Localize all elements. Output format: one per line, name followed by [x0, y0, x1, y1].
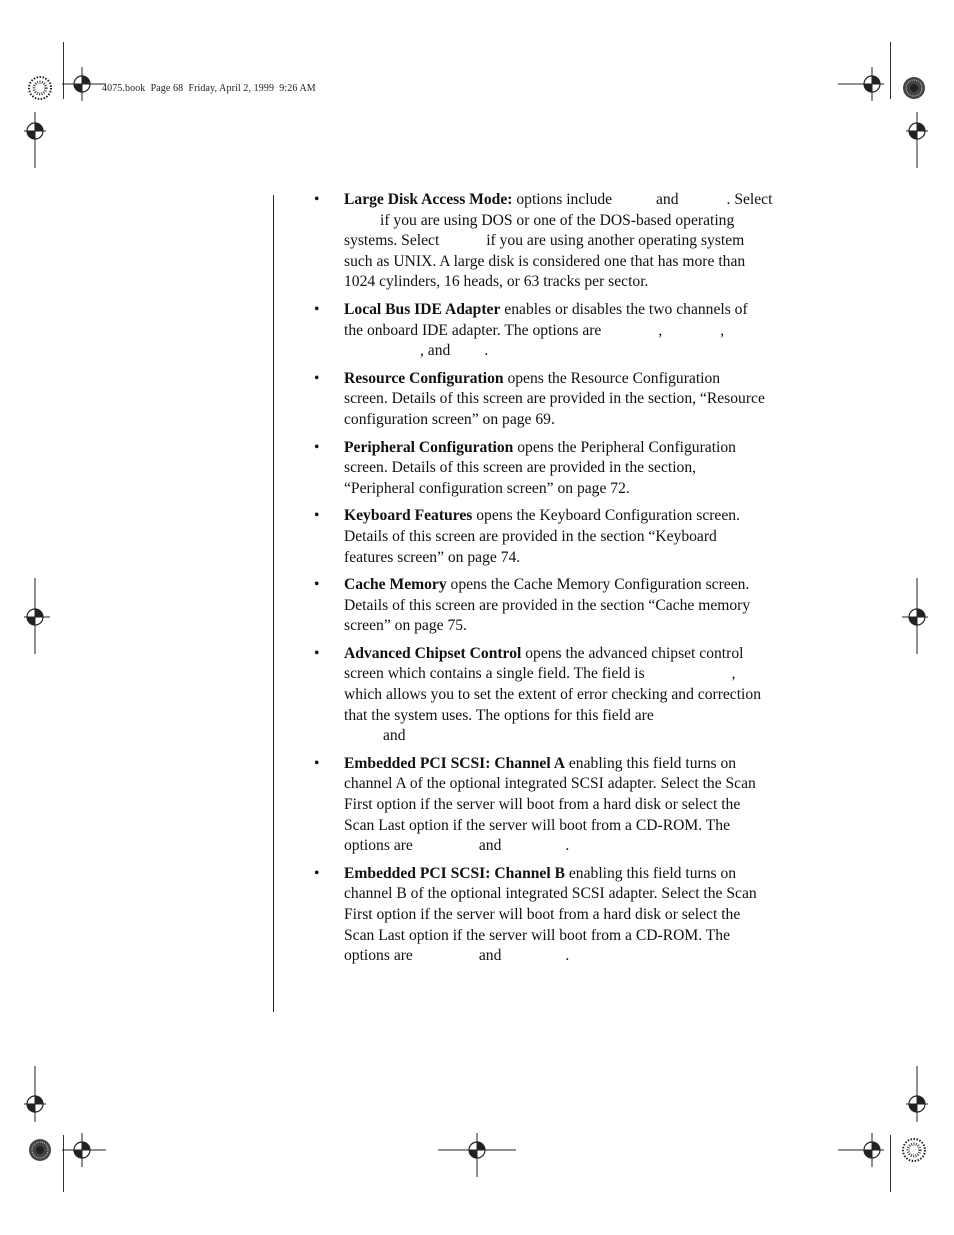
list-item	[311, 438, 781, 500]
item-text: configuration screen” on page 69.	[344, 410, 555, 428]
item-text: features screen” on page 74.	[344, 548, 521, 566]
registration-mark-icon	[838, 1131, 886, 1169]
item-text: and	[383, 727, 406, 745]
item-text: and	[656, 191, 679, 208]
registration-mark-icon	[904, 112, 930, 170]
item-term: Embedded PCI SCSI: Channel A	[344, 754, 565, 772]
starburst-mark-icon	[27, 75, 53, 101]
item-text: First option if the server will boot from a hard disk or select the	[344, 906, 741, 923]
item-text: 1024 cylinders, 16 heads, or 63 tracks per sector.	[344, 273, 649, 291]
bullet: •	[314, 864, 320, 882]
item-text: , and	[420, 342, 451, 360]
item-text: Scan Last option if the server will boot from a CD-ROM. The	[344, 816, 731, 834]
list-item	[311, 369, 781, 431]
list-item	[311, 300, 781, 362]
list-item	[311, 190, 781, 293]
item-text: screen. Details of this screen are provided in the section,	[344, 459, 697, 477]
item-term: Large Disk Access Mode:	[344, 191, 513, 208]
list-item	[311, 506, 781, 568]
bullet: •	[314, 644, 320, 662]
bullet: •	[314, 576, 320, 594]
item-text: opens the Cache Memory Configuration screen.	[446, 576, 750, 594]
registration-mark-icon	[60, 65, 108, 103]
item-term: Advanced Chipset Control	[344, 644, 522, 662]
item-text: opens the Resource Configuration	[503, 369, 721, 387]
item-text: opens the advanced chipset control	[521, 644, 744, 662]
item-text: screen” on page 75.	[344, 617, 467, 635]
crop-mark	[890, 1135, 891, 1192]
registration-mark-icon	[22, 1066, 48, 1124]
bullet: •	[314, 754, 320, 772]
item-text: ,	[720, 321, 725, 339]
starburst-mark-icon	[901, 75, 927, 101]
item-text: screen which contains a single field. The field is	[344, 665, 645, 683]
item-term: Local Bus IDE Adapter	[344, 300, 501, 318]
item-text: .	[484, 342, 489, 360]
item-text: options include	[512, 191, 616, 208]
item-term: Keyboard Features	[344, 507, 473, 525]
list-item	[311, 864, 781, 967]
bullet: •	[314, 507, 320, 525]
item-text: ,	[658, 321, 663, 339]
item-text: opens the Peripheral Configuration	[513, 438, 736, 456]
item-text: which allows you to set the extent of error checking and correction	[344, 686, 761, 704]
registration-mark-icon	[22, 112, 48, 170]
starburst-mark-icon	[27, 1137, 53, 1163]
registration-mark-icon	[904, 1066, 930, 1124]
bullet: •	[314, 438, 320, 456]
bullet: •	[314, 369, 320, 387]
item-text: screen. Details of this screen are provided in the section, “Resource	[344, 390, 765, 408]
item-text: opens the Keyboard Configuration screen.	[472, 507, 740, 525]
bullet: •	[314, 300, 320, 318]
item-text: Details of this screen are provided in the section “Keyboard	[344, 527, 717, 545]
item-text: the onboard IDE adapter. The options are	[344, 321, 602, 339]
item-text: .	[565, 947, 570, 965]
item-text: “Peripheral configuration screen” on page 72.	[344, 479, 630, 497]
item-text: .	[565, 837, 570, 855]
item-text: that the system uses. The options for this field are	[344, 706, 654, 724]
registration-mark-icon	[838, 65, 886, 103]
margin-rule	[273, 195, 274, 1012]
bullet-list	[311, 190, 781, 974]
list-item	[311, 644, 781, 747]
item-term: Cache Memory	[344, 576, 447, 594]
registration-mark-icon	[900, 578, 930, 656]
item-text: channel A of the optional integrated SCSI adapter. Select the Scan	[344, 775, 756, 793]
item-term: Resource Configuration	[344, 369, 504, 387]
item-text: systems. Select	[344, 232, 444, 250]
item-term: Embedded PCI SCSI: Channel B	[344, 864, 565, 882]
item-text: enables or disables the two channels of	[500, 300, 748, 318]
item-term: Peripheral Configuration	[344, 438, 514, 456]
item-text: ,	[731, 665, 736, 683]
bullet: •	[314, 191, 320, 208]
item-text: if you are using DOS or one of the DOS-based operating	[380, 211, 735, 229]
item-text: First option if the server will boot from a hard disk or select the	[344, 796, 741, 814]
list-item	[311, 575, 781, 637]
item-text: enabling this field turns on	[564, 864, 737, 882]
registration-mark-icon	[60, 1131, 108, 1169]
item-text: channel B of the optional integrated SCSI adapter. Select the Scan	[344, 885, 757, 903]
item-text: . Select	[726, 191, 773, 208]
item-text: enabling this field turns on	[564, 754, 737, 772]
item-text: if you are using another operating system	[486, 232, 745, 250]
page-header-slug: 4075.book Page 68 Friday, April 2, 1999 9:26 AM	[102, 83, 316, 94]
item-text: and	[478, 837, 502, 855]
item-text: Details of this screen are provided in the section “Cache memory	[344, 596, 751, 614]
starburst-mark-icon	[901, 1137, 927, 1163]
item-text: options are	[344, 947, 413, 965]
item-text: such as UNIX. A large disk is considered one that has more than	[344, 252, 746, 270]
list-item	[311, 754, 781, 857]
crop-mark	[890, 42, 891, 99]
item-text: Scan Last option if the server will boot from a CD-ROM. The	[344, 926, 731, 944]
item-text: options are	[344, 837, 413, 855]
item-text: and	[478, 947, 502, 965]
registration-mark-icon	[438, 1131, 516, 1179]
registration-mark-icon	[22, 578, 52, 656]
